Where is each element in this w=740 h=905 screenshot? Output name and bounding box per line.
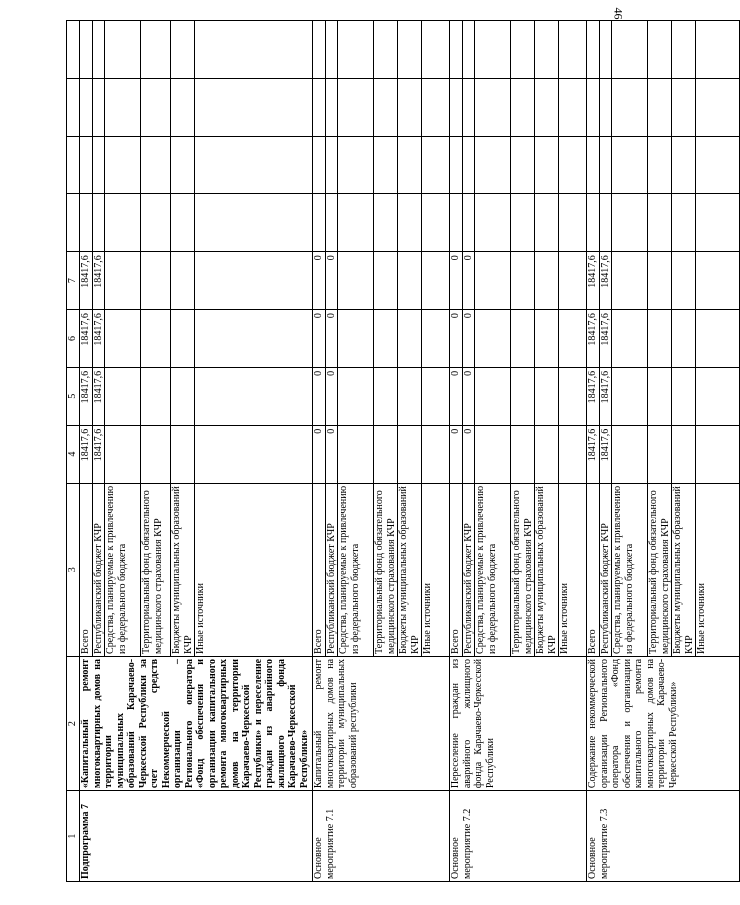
value-cell	[338, 252, 374, 310]
value-cell	[141, 252, 171, 310]
table-row	[587, 21, 600, 882]
value-cell	[559, 21, 587, 79]
value-cell	[398, 367, 422, 425]
value-cell	[105, 78, 141, 136]
value-cell	[450, 21, 463, 79]
value-cell	[696, 78, 740, 136]
value-cell	[374, 136, 398, 194]
col-header-empty-10	[67, 78, 80, 136]
section-name: Содержание некоммерческой организации Регионального оператора «Фонд обеспечения и организации капитального ремонта многоквартирных домов на территории Карачаево-Черкесской Республики»	[587, 656, 740, 790]
value-cell	[338, 194, 374, 252]
value-cell: 18417,6	[599, 367, 612, 425]
value-cell	[398, 78, 422, 136]
value-cell	[462, 194, 475, 252]
source-label: Республиканский бюджет КЧР	[92, 483, 105, 656]
value-cell	[313, 194, 326, 252]
value-cell: 18417,6	[92, 425, 105, 483]
table-row	[450, 21, 463, 882]
value-cell	[511, 194, 535, 252]
value-cell	[475, 194, 511, 252]
value-cell: 0	[313, 367, 326, 425]
value-cell	[105, 252, 141, 310]
value-cell	[422, 367, 450, 425]
value-cell	[475, 78, 511, 136]
value-cell	[338, 367, 374, 425]
value-cell	[422, 21, 450, 79]
value-cell	[535, 136, 559, 194]
value-cell	[374, 310, 398, 368]
value-cell	[92, 78, 105, 136]
value-cell	[450, 136, 463, 194]
value-cell: 18417,6	[599, 252, 612, 310]
source-label: Территориальный фонд обязательного медицинского страхования КЧР	[141, 483, 171, 656]
col-header-5: 5	[67, 367, 80, 425]
col-header-6: 6	[67, 310, 80, 368]
value-cell	[374, 252, 398, 310]
value-cell: 18417,6	[587, 310, 600, 368]
source-label: Иные источники	[559, 483, 587, 656]
value-cell	[696, 425, 740, 483]
value-cell	[325, 136, 338, 194]
value-cell	[612, 78, 648, 136]
value-cell	[338, 425, 374, 483]
value-cell	[338, 310, 374, 368]
value-cell	[171, 367, 195, 425]
value-cell	[696, 136, 740, 194]
value-cell	[648, 78, 672, 136]
value-cell	[648, 136, 672, 194]
value-cell: 0	[450, 252, 463, 310]
value-cell	[141, 194, 171, 252]
source-label: Бюджеты муниципальных образований КЧР	[672, 483, 696, 656]
value-cell	[462, 136, 475, 194]
value-cell	[696, 194, 740, 252]
value-cell: 0	[462, 367, 475, 425]
value-cell	[195, 367, 313, 425]
value-cell	[535, 252, 559, 310]
value-cell	[80, 21, 93, 79]
value-cell	[475, 367, 511, 425]
value-cell: 0	[462, 252, 475, 310]
value-cell	[535, 310, 559, 368]
value-cell	[195, 252, 313, 310]
value-cell	[696, 21, 740, 79]
value-cell	[195, 78, 313, 136]
value-cell	[171, 78, 195, 136]
value-cell	[105, 425, 141, 483]
table-row	[80, 21, 93, 882]
value-cell: 0	[462, 425, 475, 483]
value-cell	[672, 78, 696, 136]
source-label: Средства, планируемые к привлечению из федерального бюджета	[105, 483, 141, 656]
value-cell	[92, 136, 105, 194]
value-cell	[672, 425, 696, 483]
value-cell: 0	[313, 310, 326, 368]
value-cell: 18417,6	[587, 425, 600, 483]
value-cell	[587, 21, 600, 79]
value-cell	[648, 367, 672, 425]
section-code: Основное мероприятие 7.2	[450, 791, 587, 882]
value-cell	[105, 21, 141, 79]
value-cell	[696, 310, 740, 368]
value-cell	[171, 194, 195, 252]
source-label: Бюджеты муниципальных образований КЧР	[535, 483, 559, 656]
value-cell: 18417,6	[80, 367, 93, 425]
section-code: Основное мероприятие 7.3	[587, 791, 740, 882]
value-cell	[374, 21, 398, 79]
col-header-4: 4	[67, 425, 80, 483]
value-cell: 0	[462, 310, 475, 368]
value-cell	[672, 252, 696, 310]
value-cell: 0	[450, 367, 463, 425]
value-cell	[475, 252, 511, 310]
col-header-7: 7	[67, 252, 80, 310]
value-cell	[450, 194, 463, 252]
value-cell	[587, 194, 600, 252]
value-cell	[313, 78, 326, 136]
value-cell	[105, 310, 141, 368]
col-header-empty-9	[67, 136, 80, 194]
value-cell	[535, 194, 559, 252]
value-cell: 18417,6	[587, 252, 600, 310]
value-cell	[559, 194, 587, 252]
value-cell: 0	[313, 252, 326, 310]
value-cell	[398, 425, 422, 483]
value-cell	[475, 425, 511, 483]
value-cell	[559, 252, 587, 310]
value-cell	[422, 194, 450, 252]
source-label: Всего	[80, 483, 93, 656]
section-name: «Капитальный ремонт многоквартирных домов на территории муниципальных образований Карачаево-Черкесской Республики за счет средств Некоммерческой организации – Регионального оператора «Фонд обеспечения и организации капитального ремонта многоквартирных домов на территории Карачаево-Черкесской Республики» и переселение граждан из аварийного жилищного фонда Карачаево-Черкесской Республики»	[80, 656, 313, 790]
source-label: Территориальный фонд обязательного медицинского страхования КЧР	[511, 483, 535, 656]
value-cell	[511, 136, 535, 194]
value-cell	[325, 78, 338, 136]
value-cell	[374, 425, 398, 483]
value-cell	[511, 310, 535, 368]
col-header-3: 3	[67, 483, 80, 656]
value-cell	[511, 367, 535, 425]
value-cell	[559, 136, 587, 194]
source-label: Средства, планируемые к привлечению из федерального бюджета	[612, 483, 648, 656]
value-cell	[559, 425, 587, 483]
value-cell	[398, 194, 422, 252]
value-cell	[511, 425, 535, 483]
table-row	[313, 21, 326, 882]
value-cell	[422, 252, 450, 310]
page-number: 46	[611, 7, 626, 20]
value-cell	[672, 367, 696, 425]
value-cell	[475, 310, 511, 368]
source-label: Бюджеты муниципальных образований КЧР	[171, 483, 195, 656]
value-cell	[648, 425, 672, 483]
value-cell	[587, 136, 600, 194]
source-label: Всего	[450, 483, 463, 656]
value-cell	[92, 21, 105, 79]
value-cell	[535, 78, 559, 136]
value-cell	[171, 136, 195, 194]
value-cell: 18417,6	[92, 310, 105, 368]
value-cell	[141, 136, 171, 194]
source-label: Иные источники	[422, 483, 450, 656]
value-cell	[195, 425, 313, 483]
value-cell	[80, 78, 93, 136]
value-cell	[672, 136, 696, 194]
value-cell	[648, 252, 672, 310]
value-cell: 0	[325, 425, 338, 483]
source-label: Всего	[587, 483, 600, 656]
value-cell	[612, 136, 648, 194]
value-cell: 18417,6	[80, 425, 93, 483]
source-label: Всего	[313, 483, 326, 656]
value-cell	[475, 21, 511, 79]
value-cell	[696, 367, 740, 425]
value-cell	[422, 425, 450, 483]
value-cell	[648, 21, 672, 79]
value-cell: 0	[325, 252, 338, 310]
value-cell	[80, 136, 93, 194]
value-cell	[325, 194, 338, 252]
value-cell	[612, 367, 648, 425]
value-cell	[559, 310, 587, 368]
source-label: Иные источники	[195, 483, 313, 656]
value-cell	[325, 21, 338, 79]
value-cell	[535, 367, 559, 425]
value-cell	[587, 78, 600, 136]
source-label: Бюджеты муниципальных образований КЧР	[398, 483, 422, 656]
value-cell: 18417,6	[92, 252, 105, 310]
value-cell	[141, 78, 171, 136]
col-header-1: 1	[67, 791, 80, 882]
value-cell	[313, 136, 326, 194]
value-cell: 0	[325, 367, 338, 425]
header-row	[67, 21, 80, 882]
col-header-empty-8	[67, 194, 80, 252]
value-cell	[511, 21, 535, 79]
rotated-document	[66, 20, 707, 882]
value-cell: 18417,6	[599, 310, 612, 368]
value-cell	[535, 21, 559, 79]
value-cell: 18417,6	[599, 425, 612, 483]
value-cell	[398, 136, 422, 194]
source-label: Республиканский бюджет КЧР	[462, 483, 475, 656]
value-cell: 18417,6	[92, 367, 105, 425]
budget-table	[66, 20, 740, 882]
source-label: Территориальный фонд обязательного медицинского страхования КЧР	[374, 483, 398, 656]
value-cell	[105, 367, 141, 425]
value-cell	[313, 21, 326, 79]
value-cell	[648, 194, 672, 252]
value-cell	[195, 21, 313, 79]
value-cell	[195, 136, 313, 194]
value-cell	[462, 21, 475, 79]
value-cell: 18417,6	[80, 310, 93, 368]
value-cell	[374, 78, 398, 136]
value-cell	[422, 78, 450, 136]
value-cell	[398, 310, 422, 368]
value-cell	[599, 78, 612, 136]
value-cell	[338, 136, 374, 194]
value-cell: 0	[450, 425, 463, 483]
value-cell	[105, 194, 141, 252]
value-cell	[338, 78, 374, 136]
value-cell	[535, 425, 559, 483]
value-cell	[672, 310, 696, 368]
value-cell	[648, 310, 672, 368]
source-label: Республиканский бюджет КЧР	[325, 483, 338, 656]
value-cell	[338, 21, 374, 79]
source-label: Средства, планируемые к привлечению из федерального бюджета	[338, 483, 374, 656]
value-cell	[171, 252, 195, 310]
section-name: Капитальный ремонт многоквартирных домов на территории муниципальных образований республики	[313, 656, 450, 790]
section-name: Переселение граждан из аварийного жилищного фонда Карачаево-Черкесской Республики	[450, 656, 587, 790]
table-body	[80, 21, 740, 882]
value-cell	[195, 310, 313, 368]
value-cell	[141, 367, 171, 425]
value-cell	[599, 21, 612, 79]
value-cell	[374, 367, 398, 425]
value-cell	[141, 310, 171, 368]
value-cell	[599, 194, 612, 252]
value-cell	[559, 78, 587, 136]
value-cell: 0	[325, 310, 338, 368]
value-cell	[559, 367, 587, 425]
value-cell: 0	[450, 310, 463, 368]
value-cell	[672, 21, 696, 79]
value-cell	[374, 194, 398, 252]
value-cell	[612, 252, 648, 310]
value-cell	[171, 310, 195, 368]
value-cell	[398, 21, 422, 79]
section-code: Основное мероприятие 7.1	[313, 791, 450, 882]
value-cell	[141, 425, 171, 483]
value-cell: 18417,6	[587, 367, 600, 425]
value-cell	[612, 21, 648, 79]
value-cell	[599, 136, 612, 194]
col-header-2: 2	[67, 656, 80, 790]
value-cell	[462, 78, 475, 136]
value-cell	[171, 425, 195, 483]
value-cell	[696, 252, 740, 310]
value-cell	[171, 21, 195, 79]
value-cell	[80, 194, 93, 252]
source-label: Средства, планируемые к привлечению из федерального бюджета	[475, 483, 511, 656]
section-code: Подпрограмма 7	[80, 791, 313, 882]
value-cell	[105, 136, 141, 194]
source-label: Территориальный фонд обязательного медицинского страхования КЧР	[648, 483, 672, 656]
value-cell: 0	[313, 425, 326, 483]
source-label: Республиканский бюджет КЧР	[599, 483, 612, 656]
value-cell	[475, 136, 511, 194]
value-cell	[422, 136, 450, 194]
value-cell	[672, 194, 696, 252]
value-cell	[398, 252, 422, 310]
source-label: Иные источники	[696, 483, 740, 656]
value-cell	[195, 194, 313, 252]
value-cell	[511, 78, 535, 136]
value-cell	[511, 252, 535, 310]
value-cell	[612, 310, 648, 368]
value-cell	[450, 78, 463, 136]
value-cell: 18417,6	[80, 252, 93, 310]
value-cell	[141, 21, 171, 79]
col-header-empty-11	[67, 21, 80, 79]
value-cell	[422, 310, 450, 368]
value-cell	[612, 425, 648, 483]
value-cell	[92, 194, 105, 252]
value-cell	[612, 194, 648, 252]
